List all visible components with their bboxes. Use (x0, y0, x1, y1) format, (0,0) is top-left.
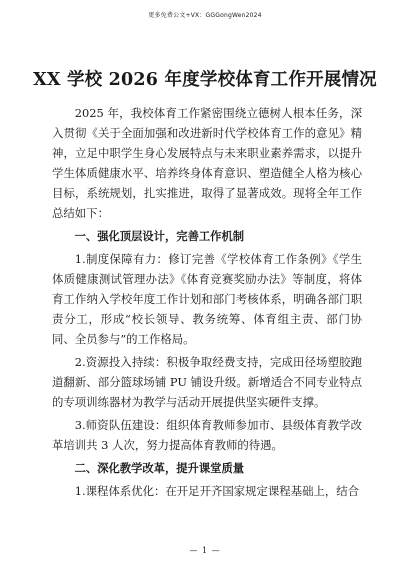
document-title: XX 学校 2026 年度学校体育工作开展情况 (33, 70, 377, 90)
paragraph-teachers: 3.师资队伍建设：组织体育教师参加市、县级体育教学改革培训共 3 人次，努力提高体育教师的待遇。 (52, 418, 362, 452)
document-body (52, 103, 362, 501)
page-number: — 1 — (189, 546, 221, 555)
intro-paragraph: 2025 年，我校体育工作紧密围绕立德树人根本任务，深入贯彻《关于全面加强和改进新时代学校体育工作的意见》精神，立足中职学生身心发展特点与未来职业素养需求，以提升学生体质健康水平、培养终身体育意识、塑造健全人格为核心目标，系统规划，扎实推进，取得了显著成效。现将全年工作总结如下： (52, 106, 362, 220)
header-watermark: 更多免费公文+VX：GGGongWen2024 (148, 12, 262, 19)
paragraph-institution: 1.制度保障有力：修订完善《学校体育工作条例》《学生体质健康测试管理办法》《体育竞赛奖励办法》等制度，将体育工作纳入学校年度工作计划和部门考核体系，明确各部门职责分工，形成“校长领导、教务统筹、体育组主责、部门协同、全员参与”的工作格局。 (52, 252, 362, 346)
paragraph-curriculum: 1.课程体系优化：在开足开齐国家规定课程基础上，结合 (74, 484, 360, 498)
section-heading-2: 二、深化教学改革，提升课堂质量 (74, 462, 245, 475)
section-heading-1: 一、强化顶层设计，完善工作机制 (74, 230, 245, 243)
paragraph-resources: 2.资源投入持续：积极争取经费支持，完成田径场塑胶跑道翻新、部分篮球场铺 PU 铺设升级。新增适合不同专业特点的专项训练器材为教学与活动开展提供坚实硬件支撑。 (52, 355, 362, 409)
